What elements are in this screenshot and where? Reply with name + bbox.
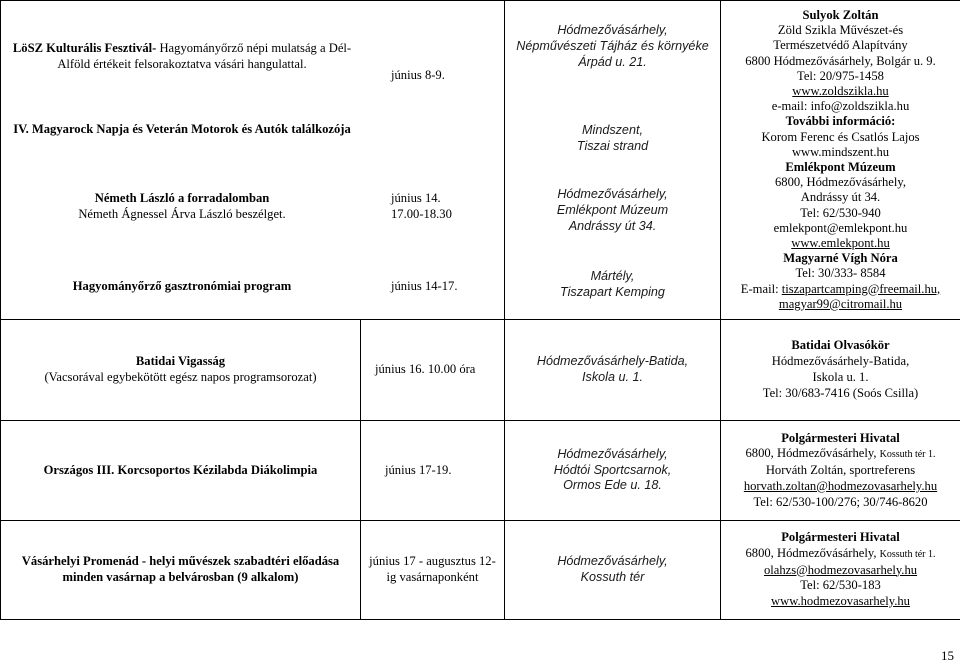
page-number: 15 (941, 648, 954, 664)
event-date: június 16. 10.00 óra (361, 320, 505, 421)
event-date: június 17 - augusztus 12- ig vasárnaponként (361, 521, 505, 620)
event-title: IV. Magyarock Napja és Veterán Motorok és Autók találkozója (9, 122, 355, 138)
event-title-cell (1, 521, 361, 620)
event-group-cell (1, 1, 505, 320)
kemping-email-link[interactable]: tiszapartcamping@freemail.hu, (782, 282, 940, 296)
museum-web-link[interactable]: www.emlekpont.hu (724, 236, 957, 251)
contact-name: Polgármesteri Hivatal (724, 530, 957, 546)
location-text: Hódmezővásárhely, Hódtói Sportcsarnok, Ormos Ede u. 18. (505, 421, 721, 521)
more-info-web[interactable]: www.mindszent.hu (724, 145, 957, 160)
kemping-email: E-mail: tiszapartcamping@freemail.hu, (724, 282, 957, 297)
contact-cell (721, 421, 960, 521)
contact-cell (721, 1, 960, 320)
location-text: Hódmezővásárhely, Népművészeti Tájház és környéke Árpád u. 21. (505, 23, 720, 70)
contact-phone: Tel: 20/975-1458 (724, 69, 957, 84)
table-row (1, 1, 960, 320)
contact-name: Polgármesteri Hivatal (724, 431, 957, 447)
table-row (1, 320, 960, 421)
contact-cell (721, 521, 960, 620)
location-cell (505, 1, 721, 320)
contact-person: Horváth Zoltán, sportreferens (724, 463, 957, 479)
event-title-cell (1, 320, 361, 421)
contact-email-link[interactable]: horvath.zoltan@hodmezovasarhely.hu (724, 479, 957, 495)
table-row (1, 421, 960, 521)
contact-web-link[interactable]: www.zoldszikla.hu (724, 84, 957, 99)
museum-email[interactable]: emlekpont@emlekpont.hu (724, 221, 957, 236)
event-date: június 8-9. (391, 68, 445, 84)
event-title-cell (1, 421, 361, 521)
kemping-phone: Tel: 30/333- 8584 (724, 266, 957, 281)
event-title: LöSZ Kulturális Fesztivál- Hagyományőrző népi mulatság a Dél-Alföld értékeit felsorakoztatva vásári hangulattal. (9, 41, 355, 73)
kemping-contact-name: Magyarné Vígh Nóra (724, 251, 957, 266)
contact-address: 6800, Hódmezővásárhely, Kossuth tér 1. (724, 446, 957, 463)
contact-address: 6800 Hódmezővásárhely, Bolgár u. 9. (724, 54, 957, 69)
contact-org: Zöld Szikla Művészet-és Természetvédő Alapítvány (724, 23, 957, 53)
more-info-text: Korom Ferenc és Csatlós Lajos (724, 130, 957, 145)
contact-name: Sulyok Zoltán (724, 8, 957, 23)
event-date: június 17-19. (361, 421, 505, 521)
location-text: Mindszent, Tiszai strand (505, 123, 720, 155)
museum-address: 6800, Hódmezővásárhely, Andrássy út 34. (724, 175, 957, 205)
contact-address: 6800, Hódmezővásárhely, Kossuth tér 1. (724, 546, 957, 563)
event-subtitle: (Vacsorával egybekötött egész napos programsorozat) (4, 370, 357, 386)
event-date: június 14-17. (391, 279, 457, 295)
event-title: Batidai Vigasság (4, 354, 357, 370)
more-info-label: További információ: (724, 114, 957, 129)
contact-phone: Tel: 62/530-100/276; 30/746-8620 (724, 495, 957, 511)
contact-name: Batidai Olvasókör (724, 338, 957, 354)
contact-phone: Tel: 62/530-183 (724, 578, 957, 594)
location-text: Hódmezővásárhely, Kossuth tér (505, 521, 721, 620)
contact-email[interactable]: e-mail: info@zoldszikla.hu (724, 99, 957, 114)
museum-phone: Tel: 62/530-940 (724, 206, 957, 221)
location-text: Mártély, Tiszapart Kemping (505, 269, 720, 301)
contact-email-link[interactable]: olahzs@hodmezovasarhely.hu (724, 563, 957, 579)
table-row (1, 521, 960, 620)
event-date: június 14. 17.00-18.30 (391, 191, 452, 223)
location-text: Hódmezővásárhely, Emlékpont Múzeum Andrássy út 34. (505, 187, 720, 234)
museum-name: Emlékpont Múzeum (724, 160, 957, 175)
contact-web-link[interactable]: www.hodmezovasarhely.hu (724, 594, 957, 610)
contact-cell (721, 320, 960, 421)
contact-details: Hódmezővásárhely-Batida, Iskola u. 1. Tel: 30/683-7416 (Soós Csilla) (724, 354, 957, 401)
event-title: Németh László a forradalomban Németh Ágnessel Árva László beszélget. (9, 191, 355, 223)
event-title: Országos III. Korcsoportos Kézilabda Diákolimpia (44, 463, 318, 477)
kemping-email-link-2[interactable]: magyar99@citromail.hu (724, 297, 957, 312)
event-title: Vásárhelyi Promenád - helyi művészek szabadtéri előadása minden vasárnap a belvárosban (9 alkalom) (22, 554, 339, 584)
location-text: Hódmezővásárhely-Batida, Iskola u. 1. (505, 320, 721, 421)
event-title: Hagyományőrző gasztronómiai program (9, 279, 355, 295)
